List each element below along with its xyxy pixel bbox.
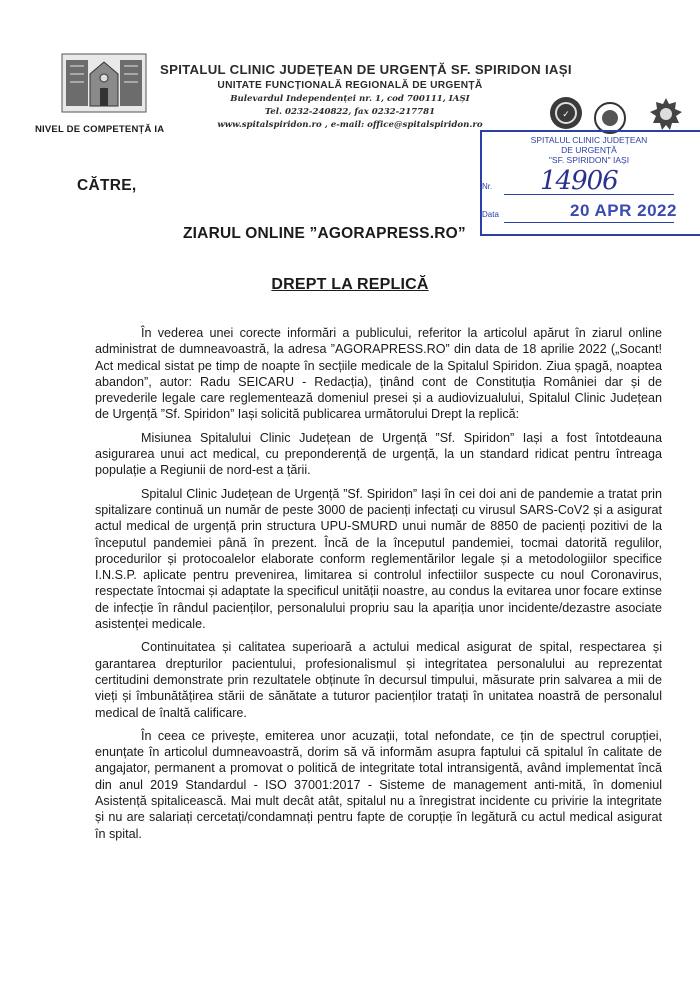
hospital-crest-icon [60,52,148,114]
stamp-date-line [504,222,674,223]
letterhead [160,62,572,130]
recipient-newspaper: ZIARUL ONLINE ”AGORAPRESS.RO” [183,225,466,242]
registration-stamp [480,130,700,236]
stamp-number-line [504,194,674,195]
paragraph: Misiunea Spitalului Clinic Județean de Urgență ”Sf. Spiridon” Iași a fost întotdeauna asigurarea unui act medical, cu preponderență de urgență, la un standard ridicat pentru întreaga populație a Regiunii de nord-est a țării. [95,430,662,478]
paragraph: În ceea ce privește, emiterea unor acuzații, total nefondate, ce țin de spectrul corupției, enunțate în articolul dumneavoastră, dorim să vă informăm asupra faptului că spitalul în calitate de angajator, permanent a promovat o politică de integritate total intransigentă, având implementat încă din anul 2019 Standardul - ISO 37001:2017 - Sisteme de management anti-mită, în domeniul Asistență spitalicească. Mai mult decât atât, spitalul nu a înregistrat incidente cu privirie la integritate și nu are salariați cercetați/condamnați pentru fapte de corupție în legătură cu actul medical asigurat în spital. [95,728,662,841]
web-email: www.spitalspiridon.ro , e-mail: office@spitalspiridon.ro [217,120,483,130]
paragraph: În vederea unei corecte informări a publicului, referitor la articolul apărut în ziarul online administrat de dumneavoastră, la adresa ”AGORAPRESS.RO” din data de 18 aprilie 2022 („Socant! Act medical sistat pe timp de noapte în secțiile medicale de la Spitalul Spiridon. Ziua șpagă, noaptea abandon”, autor: Radu SEICARU - Redacția), ținând cont de Constituția României dar și de prevederile legale care reglementează domeniul presei și a audiovizualului, Spitalul Clinic Județean de Urgență ”Sf. Spiridon” Iași solicită publicarea următorului Drept la replică: [95,326,662,422]
paragraph: Spitalul Clinic Județean de Urgență ”Sf. Spiridon” Iași în cei doi ani de pandemie a tratat prin spitalizare continuă un număr de peste 3000 de pacienți infectați cu virusul SARS-CoV2 și a asigurat actul medical de urgență prin structura UPU-SMURD unui număr de 8850 de pacienți pozitivi de la începutul pandemiei până în prezent. Încă de la începutul pandemiei, tocmai datorită regulilor, procedurilor și protocoalelor elaborate conform reglementărilor legale și a metodologiilor specifice I.N.S.P. aplicate pentru prevenirea, limitarea si controlul infectiilor suspecte cu noul Coronavirus, respectate întocmai și adaptate la specificul unității noastre, au condus la evitarea unor focare extinse de infecție în rândul pacienților, personalului propriu sau la apariția unor incidente/dezastre asociate asistenței medicale. [95,486,662,632]
svg-text:✓: ✓ [562,109,570,119]
stamp-line-1: SPITALUL CLINIC JUDEȚEAN [530,135,648,145]
certification-seal-icon [548,95,584,131]
stamp-number-value: 14906 [540,166,618,196]
address: Bulevardul Independenței nr. 1, cod 700111, IAȘI [230,94,470,104]
competence-level: NIVEL DE COMPETENȚĂ IA [35,124,165,135]
hospital-name: SPITALUL CLINIC JUDEȚEAN DE URGENȚĂ SF. SPIRIDON IAȘI [160,62,572,77]
unit-name: UNITATE FUNCȚIONALĂ REGIONALĂ DE URGENȚĂ [217,80,483,91]
paragraph: Continuitatea și calitatea superioară a actului medical asigurat de spital, respectarea și garantarea drepturilor pacientului, profesionalismul și integritatea personalului au reprezentat certitudini demonstrate prin rezultatele obținute în decursul timpului, măsurate prin salvarea a mii de vieți și îmbunătățirea stării de sănătate a tuturor pacienților tratați în unitatea noastră de personalul medical de înaltă calificare. [95,640,662,720]
stamp-line-3: "SF. SPIRIDON" IAȘI [548,155,630,165]
stamp-date-label: Data [482,210,499,219]
stamp-line-2: DE URGENȚĂ [561,145,617,155]
page-title: DREPT LA REPLICĂ [271,276,429,293]
stamp-number-label: Nr. [482,182,493,191]
phone: Tel. 0232-240822, fax 0232-217781 [264,107,436,117]
certification-seal-icon [648,96,684,132]
letter-body [95,325,662,849]
recipient-to: CĂTRE, [77,177,137,194]
stamp-date-value: 20 APR 2022 [570,201,677,220]
